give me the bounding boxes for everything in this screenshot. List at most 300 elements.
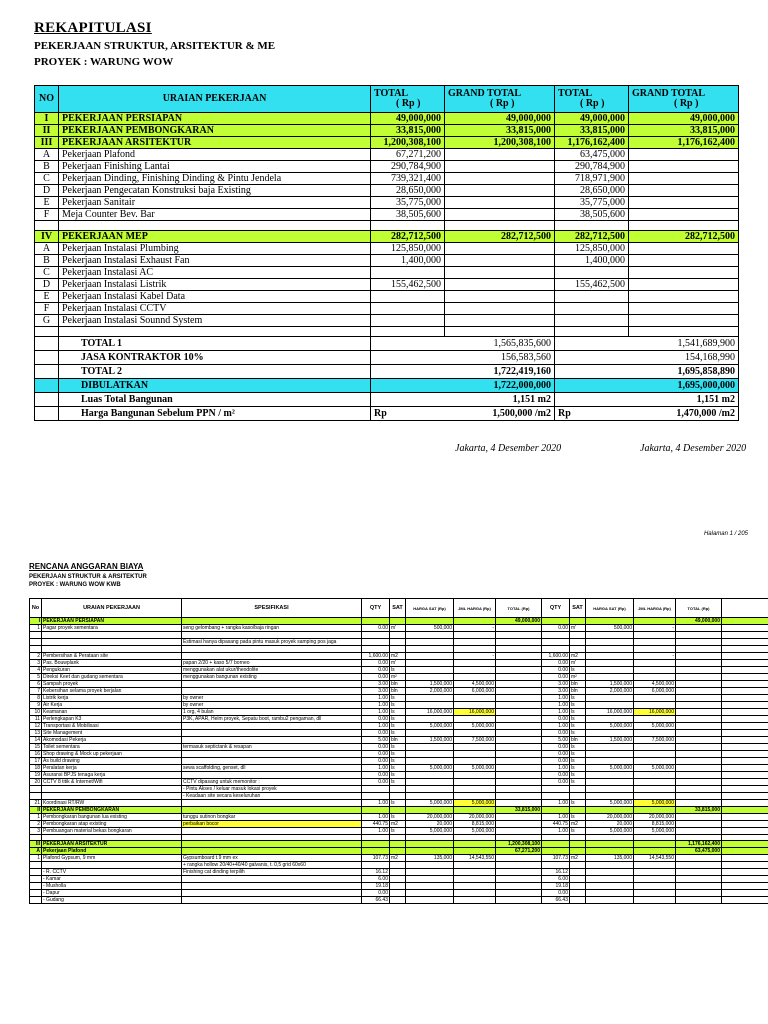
rab-cell-j: 4,500,000 [454, 681, 496, 688]
rab-cell-q2 [542, 793, 570, 800]
rab-cell-j2 [634, 744, 676, 751]
rab-cell-q: 1.00 [362, 709, 390, 716]
rab-row [30, 737, 768, 744]
rab-cell-extra [722, 653, 768, 660]
rab-cell-j2 [634, 772, 676, 779]
summary-cell-g2 [629, 173, 739, 185]
rab-cell-q [362, 786, 390, 793]
rab-header-sat-2: SAT [570, 599, 586, 618]
summary-cell-no: A [35, 243, 59, 255]
rab-cell-t: 49,000,000 [496, 618, 542, 625]
rab-cell-j2 [634, 751, 676, 758]
rab-cell-q: 1.00 [362, 828, 390, 835]
summary-cell-g1 [445, 173, 555, 185]
rab-cell-h [406, 807, 454, 814]
rab-cell-t [496, 639, 542, 646]
summary-cell-no: D [35, 185, 59, 197]
rab-cell-st: ls [390, 702, 406, 709]
rab-row [30, 646, 768, 653]
rab-cell-extra [722, 869, 768, 876]
rab-cell-h [406, 667, 454, 674]
rab-cell-extra [722, 618, 768, 625]
rab-cell-t [496, 632, 542, 639]
rab-cell-q: 0.00 [362, 716, 390, 723]
rab-cell-h2 [586, 848, 634, 855]
rab-cell-q: 0.00 [362, 779, 390, 786]
rab-cell-q: 1.00 [362, 765, 390, 772]
rab-cell-j [454, 695, 496, 702]
rab-cell-st [390, 869, 406, 876]
rab-header-uraian: URAIAN PEKERJAAN [42, 599, 182, 618]
rab-cell-q2: 1.00 [542, 695, 570, 702]
rab-cell-t2 [676, 758, 722, 765]
summary-cell-g2 [629, 327, 739, 337]
rab-cell-u [42, 646, 182, 653]
rab-cell-u: Pengukuran [42, 667, 182, 674]
rab-cell-q2: 440.75 [542, 821, 570, 828]
rab-cell-st2 [570, 786, 586, 793]
rab-cell-q2: 0.00 [542, 751, 570, 758]
rab-cell-h2 [586, 653, 634, 660]
rab-cell-t [496, 855, 542, 862]
rab-cell-t2 [676, 667, 722, 674]
rab-cell-j [454, 758, 496, 765]
rab-cell-h [406, 890, 454, 897]
rab-cell-st [390, 876, 406, 883]
summary-header-row [35, 86, 739, 113]
rab-cell-no: 9 [30, 702, 42, 709]
summary-cell-name: PEKERJAAN PERSIAPAN [59, 113, 371, 125]
rab-cell-u: Pembongkaran bangunan lua existing [42, 814, 182, 821]
rab-cell-extra [722, 841, 768, 848]
rab-cell-t [496, 730, 542, 737]
summary-cell-t1: 49,000,000 [371, 113, 445, 125]
rab-cell-st: ls [390, 667, 406, 674]
rab-cell-j2 [634, 841, 676, 848]
rab-row [30, 793, 768, 800]
rab-cell-h2 [586, 702, 634, 709]
rab-cell-st2: ls [570, 828, 586, 835]
rab-cell-s: perbaikan bocor [182, 821, 362, 828]
rab-cell-q [362, 848, 390, 855]
rab-cell-u: Air Kerja [42, 702, 182, 709]
rab-cell-q: 0.00 [362, 625, 390, 632]
rab-cell-j2 [634, 758, 676, 765]
summary-cell-t2 [555, 315, 629, 327]
summary-cell-g1 [445, 327, 555, 337]
summary-cell-t2: 282,712,500 [555, 231, 629, 243]
rab-project: PROYEK : WARUNG WOW KWB [29, 582, 121, 588]
rab-cell-t2 [676, 751, 722, 758]
rab-row [30, 897, 768, 904]
rab-cell-q: 0.00 [362, 890, 390, 897]
rab-cell-s [182, 841, 362, 848]
signature-date-b: Jakarta, 4 Desember 2020 [640, 443, 747, 454]
summary-row [35, 113, 739, 125]
summary-cell-no [35, 327, 59, 337]
rab-cell-j: 5,000,000 [454, 723, 496, 730]
rab-cell-st: ls [390, 772, 406, 779]
dibulatkan-value-b: 1,695,000,000 [555, 379, 739, 393]
summary-cell-t2: 35,775,000 [555, 197, 629, 209]
rab-cell-q [362, 632, 390, 639]
rab-cell-q2: 107.73 [542, 855, 570, 862]
rab-cell-j [454, 793, 496, 800]
summary-row [35, 149, 739, 161]
rab-cell-st2: ls [570, 800, 586, 807]
rab-cell-j: 7,500,000 [454, 737, 496, 744]
rab-cell-no: I [30, 618, 42, 625]
rab-cell-st [390, 883, 406, 890]
rab-cell-q2: 0.00 [542, 730, 570, 737]
summary-cell-name: Pekerjaan Instalasi AC [59, 267, 371, 279]
rab-cell-h: 16,000,000 [406, 709, 454, 716]
rab-cell-t [496, 723, 542, 730]
rab-cell-h: 5,000,000 [406, 800, 454, 807]
rab-cell-j2 [634, 869, 676, 876]
rab-cell-u: Pembuangan material bekas bongkaran [42, 828, 182, 835]
page-number: Halaman 1 / 205 [703, 531, 748, 537]
rab-cell-s [182, 646, 362, 653]
summary-cell-g1: 49,000,000 [445, 113, 555, 125]
rab-cell-st: ls [390, 828, 406, 835]
rab-cell-h [406, 758, 454, 765]
rab-cell-t2 [676, 744, 722, 751]
luas-label: Luas Total Bangunan [59, 393, 371, 407]
rab-cell-q: 0.00 [362, 660, 390, 667]
summary-cell-no: E [35, 291, 59, 303]
rab-cell-no: 4 [30, 667, 42, 674]
rab-cell-no [30, 646, 42, 653]
rab-cell-j2 [634, 876, 676, 883]
rab-cell-t2 [676, 876, 722, 883]
rab-cell-t [496, 653, 542, 660]
summary-cell-g1: 1,200,308,100 [445, 137, 555, 149]
rab-cell-q: 440.75 [362, 821, 390, 828]
rab-cell-u: Akomodasi Pekerja [42, 737, 182, 744]
header-grand-total-2: GRAND TOTAL ( Rp ) [629, 86, 739, 113]
rab-cell-s: Finishing cat dinding terpilih [182, 869, 362, 876]
rab-cell-u [42, 793, 182, 800]
project-name: PROYEK : WARUNG WOW [34, 56, 174, 68]
rab-cell-q2: 0.00 [542, 667, 570, 674]
rab-cell-no [30, 632, 42, 639]
rab-cell-extra [722, 625, 768, 632]
rab-cell-st [390, 646, 406, 653]
rab-cell-t [496, 702, 542, 709]
rab-cell-t2 [676, 674, 722, 681]
rab-cell-t2 [676, 730, 722, 737]
summary-row [35, 327, 739, 337]
rab-row [30, 688, 768, 695]
summary-cell-name [59, 327, 371, 337]
summary-cell-t1 [371, 267, 445, 279]
rab-cell-q2 [542, 646, 570, 653]
rab-cell-j2 [634, 779, 676, 786]
summary-cell-g2 [629, 185, 739, 197]
rab-cell-q2: 5.00 [542, 737, 570, 744]
rab-cell-t2 [676, 814, 722, 821]
summary-cell-g2: 1,176,162,400 [629, 137, 739, 149]
rab-cell-j [454, 786, 496, 793]
total1-row [35, 337, 739, 351]
summary-cell-t2: 718,971,900 [555, 173, 629, 185]
summary-cell-t1: 1,400,000 [371, 255, 445, 267]
rab-cell-no: 14 [30, 737, 42, 744]
summary-cell-g2 [629, 303, 739, 315]
summary-cell-t2: 38,505,600 [555, 209, 629, 221]
rab-row [30, 758, 768, 765]
rab-cell-t [496, 869, 542, 876]
rab-cell-t [496, 646, 542, 653]
rab-cell-h [406, 639, 454, 646]
rab-row [30, 695, 768, 702]
rab-cell-st2 [570, 890, 586, 897]
rab-header-total: TOTAL (Rp) [496, 599, 542, 618]
summary-cell-g1 [445, 291, 555, 303]
summary-row [35, 125, 739, 137]
rab-cell-s: CCTV dipasang untuk memonitor : [182, 779, 362, 786]
rab-cell-t [496, 674, 542, 681]
summary-cell-g2 [629, 149, 739, 161]
rab-row [30, 674, 768, 681]
rab-cell-st: ls [390, 800, 406, 807]
rab-cell-no: 3 [30, 828, 42, 835]
rab-cell-h [406, 786, 454, 793]
rab-cell-j: - [454, 625, 496, 632]
rab-cell-h [406, 848, 454, 855]
rab-cell-no [30, 890, 42, 897]
summary-cell-g1 [445, 315, 555, 327]
rab-cell-q2: 0.00 [542, 758, 570, 765]
summary-cell-g1 [445, 149, 555, 161]
rab-row [30, 814, 768, 821]
rab-cell-extra [722, 688, 768, 695]
summary-row [35, 221, 739, 231]
rab-cell-q: 0.00 [362, 772, 390, 779]
rab-cell-h [406, 897, 454, 904]
rab-cell-no [30, 883, 42, 890]
rab-row [30, 625, 768, 632]
rab-cell-t2 [676, 632, 722, 639]
summary-row [35, 243, 739, 255]
summary-cell-no: A [35, 149, 59, 161]
rab-cell-t2 [676, 821, 722, 828]
summary-cell-t1: 290,784,900 [371, 161, 445, 173]
rab-cell-u: Keamanan [42, 709, 182, 716]
rab-cell-q: 0.00 [362, 758, 390, 765]
summary-cell-g2 [629, 221, 739, 231]
summary-cell-name: PEKERJAAN ARSITEKTUR [59, 137, 371, 149]
rab-row [30, 828, 768, 835]
rab-cell-q: 16.12 [362, 869, 390, 876]
rab-cell-no: 3 [30, 660, 42, 667]
rab-cell-st2: m² [570, 674, 586, 681]
rab-cell-no: III [30, 841, 42, 848]
rab-cell-st: m2 [390, 653, 406, 660]
rab-cell-st2: ls [570, 723, 586, 730]
rab-cell-q: 1.00 [362, 814, 390, 821]
summary-cell-name [59, 221, 371, 231]
rab-cell-t: 1,200,308,100 [496, 841, 542, 848]
summary-cell-t2: 155,462,500 [555, 279, 629, 291]
rab-cell-h2 [586, 807, 634, 814]
rab-cell-st [390, 807, 406, 814]
rab-header-total-2: TOTAL (Rp) [676, 599, 722, 618]
rab-cell-j: 8,815,000 [454, 821, 496, 828]
rab-cell-s: + rangka hollow 20/40+40/40 galvanis, t. 0,5 grid 60x60 [182, 862, 362, 869]
rab-cell-extra [722, 751, 768, 758]
harga-row [35, 407, 739, 421]
summary-cell-no: D [35, 279, 59, 291]
rab-cell-u: - Musholla [42, 883, 182, 890]
rab-cell-h2 [586, 646, 634, 653]
rab-cell-st2: m' [570, 660, 586, 667]
rab-cell-extra [722, 765, 768, 772]
rab-cell-st2: ls [570, 751, 586, 758]
rab-cell-extra [722, 702, 768, 709]
rab-cell-t [496, 681, 542, 688]
rab-cell-j [454, 667, 496, 674]
summary-cell-t1 [371, 221, 445, 231]
rab-cell-no: 12 [30, 723, 42, 730]
rab-cell-u: Pagar proyek sementara [42, 625, 182, 632]
rab-cell-extra [722, 639, 768, 646]
rab-cell-u: Site Management [42, 730, 182, 737]
rab-cell-q [362, 639, 390, 646]
rab-cell-t [496, 828, 542, 835]
summary-row [35, 291, 739, 303]
total1-value-a: 1,565,835,600 [371, 337, 555, 351]
rab-cell-st2: ls [570, 709, 586, 716]
summary-cell-g1 [445, 197, 555, 209]
rab-cell-j2 [634, 632, 676, 639]
rab-cell-q [362, 862, 390, 869]
rab-cell-j2 [634, 695, 676, 702]
rab-cell-st2: ls [570, 758, 586, 765]
summary-cell-g1: 282,712,500 [445, 231, 555, 243]
rab-cell-st: m2 [390, 821, 406, 828]
summary-cell-name: Pekerjaan Instalasi Kabel Data [59, 291, 371, 303]
rab-row [30, 876, 768, 883]
rab-cell-j2: - [634, 625, 676, 632]
rab-cell-q2 [542, 639, 570, 646]
rab-cell-h2 [586, 660, 634, 667]
rab-cell-no: 8 [30, 695, 42, 702]
rab-cell-st [390, 786, 406, 793]
rab-cell-st2: ls [570, 730, 586, 737]
rab-cell-extra [722, 786, 768, 793]
rab-cell-t2 [676, 646, 722, 653]
summary-cell-g1 [445, 303, 555, 315]
rab-cell-st2: ls [570, 716, 586, 723]
rab-cell-h2 [586, 758, 634, 765]
rab-cell-t [496, 744, 542, 751]
rab-cell-t2 [676, 862, 722, 869]
summary-row [35, 161, 739, 173]
summary-cell-t1 [371, 303, 445, 315]
summary-cell-no: I [35, 113, 59, 125]
rab-cell-t2 [676, 793, 722, 800]
rab-header-jml-2: JML HARGA (Rp) [634, 599, 676, 618]
rab-cell-t [496, 695, 542, 702]
rab-cell-h2 [586, 744, 634, 751]
summary-cell-name: PEKERJAAN MEP [59, 231, 371, 243]
rab-cell-s [182, 807, 362, 814]
rab-cell-j2 [634, 807, 676, 814]
rab-cell-q: 1.00 [362, 702, 390, 709]
rab-cell-j2 [634, 890, 676, 897]
rab-cell-j2 [634, 883, 676, 890]
summary-cell-no: E [35, 197, 59, 209]
rab-cell-j2: 5,000,000 [634, 723, 676, 730]
rab-cell-extra [722, 793, 768, 800]
rab-cell-extra [722, 883, 768, 890]
rab-cell-extra [722, 709, 768, 716]
rab-cell-j: 16,000,000 [454, 709, 496, 716]
rab-cell-extra [722, 646, 768, 653]
header-total-1: TOTAL ( Rp ) [371, 86, 445, 113]
summary-cell-g1 [445, 221, 555, 231]
rab-cell-st: ls [390, 814, 406, 821]
rab-cell-s [182, 653, 362, 660]
page-subtitle: PEKERJAAN STRUKTUR, ARSITEKTUR & ME [34, 40, 276, 52]
rab-cell-u: Asuransi BPJS tenaga kerja [42, 772, 182, 779]
rab-cell-s: - Pintu Akses / keluar masuk lokasi proyek [182, 786, 362, 793]
rab-cell-h2 [586, 772, 634, 779]
rab-row [30, 779, 768, 786]
rab-cell-h2 [586, 876, 634, 883]
rab-title: RENCANA ANGGARAN BIAYA [29, 562, 144, 571]
rab-cell-no [30, 876, 42, 883]
rab-cell-st2 [570, 862, 586, 869]
summary-cell-g2 [629, 315, 739, 327]
rab-cell-no: 19 [30, 772, 42, 779]
rab-cell-st2 [570, 848, 586, 855]
rab-cell-h [406, 702, 454, 709]
rab-cell-h [406, 632, 454, 639]
rab-header-row [30, 599, 768, 618]
summary-cell-g1 [445, 209, 555, 221]
rab-cell-h2 [586, 639, 634, 646]
summary-cell-g2 [629, 243, 739, 255]
summary-cell-t1: 155,462,500 [371, 279, 445, 291]
rab-row [30, 848, 768, 855]
summary-cell-g1 [445, 185, 555, 197]
rab-cell-u: As build drawing [42, 758, 182, 765]
rab-cell-q [362, 646, 390, 653]
rab-cell-s [182, 800, 362, 807]
rab-cell-extra [722, 744, 768, 751]
rab-header-harga-2: HARGA SAT (Rp) [586, 599, 634, 618]
rab-cell-extra [722, 862, 768, 869]
rab-cell-j2: 5,000,000 [634, 765, 676, 772]
rab-cell-s: seng gelombang + rangka kaso/baja ringan [182, 625, 362, 632]
summary-cell-g1 [445, 279, 555, 291]
rab-cell-st2: ls [570, 765, 586, 772]
rab-cell-j2 [634, 660, 676, 667]
rab-cell-q: 66.43 [362, 897, 390, 904]
rab-cell-q [362, 793, 390, 800]
summary-cell-name: Pekerjaan Instalasi Exhaust Fan [59, 255, 371, 267]
rab-cell-j [454, 862, 496, 869]
total2-label: TOTAL 2 [59, 365, 371, 379]
rab-cell-q: 0.00 [362, 730, 390, 737]
rab-cell-h [406, 772, 454, 779]
rab-cell-t2 [676, 660, 722, 667]
rab-cell-t2 [676, 681, 722, 688]
rab-cell-st2 [570, 841, 586, 848]
